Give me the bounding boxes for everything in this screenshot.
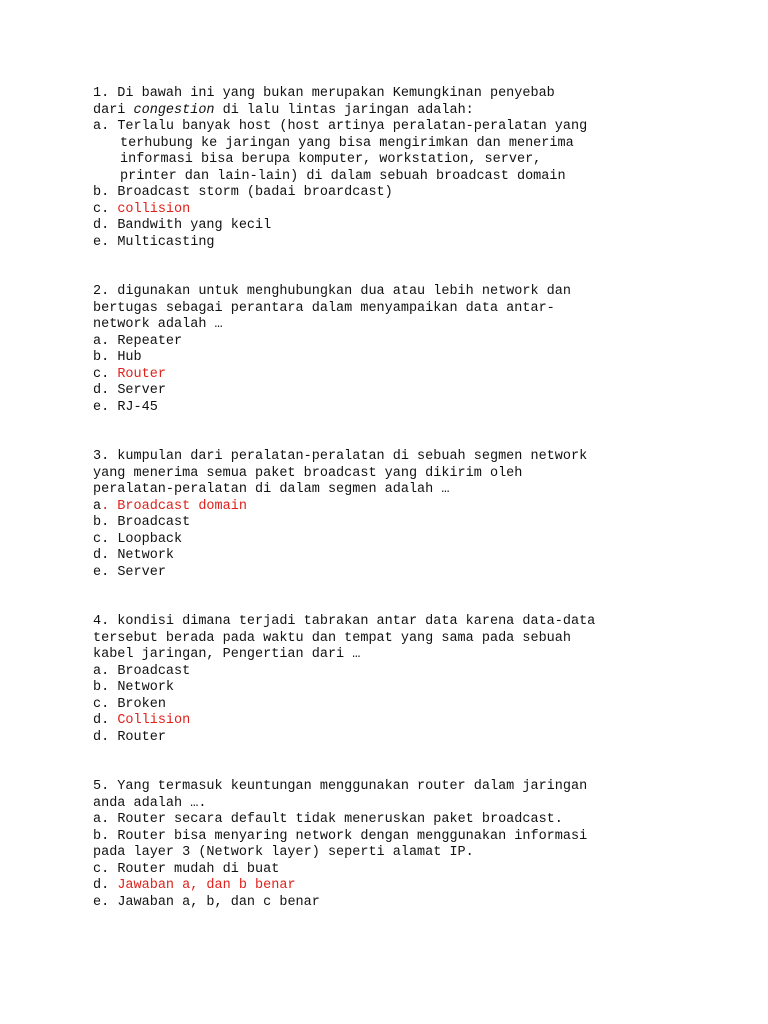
question-stem-line: 1. Di bawah ini yang bukan merupakan Kemungkinan penyebab — [93, 86, 555, 101]
question-stem-line: network adalah … — [93, 317, 223, 332]
option-a: a. Repeater — [93, 333, 183, 349]
question-stem-line: 5. Yang termasuk keuntungan menggunakan router dalam jaringan — [93, 779, 588, 794]
correct-answer: Router — [117, 366, 166, 382]
option-a-continuation: printer dan lain-lain) di dalam sebuah broadcast domain — [120, 168, 566, 184]
question-stem-line: dari congestion di lalu lintas jaringan adalah: — [93, 102, 474, 118]
option-d: d. Network — [93, 548, 175, 563]
option-d: d. Bandwith yang kecil — [93, 218, 272, 233]
option-a-continuation: informasi bisa berupa komputer, workstation, server, — [120, 152, 542, 167]
correct-answer: . Broadcast domain — [101, 498, 247, 514]
question-5 — [93, 779, 703, 911]
option-d-correct: d. Jawaban a, dan b benar — [93, 878, 296, 893]
option-c-correct: c. Router — [93, 366, 166, 382]
option-a: a. Terlalu banyak host (host artinya peralatan-peralatan yang — [93, 119, 588, 134]
question-1 — [93, 86, 703, 251]
correct-answer: Collision — [117, 713, 191, 728]
option-b: b. Broadcast storm (badai broardcast) — [93, 185, 393, 200]
option-c-correct: c. collision — [93, 201, 191, 217]
option-e: e. Jawaban a, b, dan c benar — [93, 894, 320, 910]
option-d-correct: d. Collision — [93, 713, 191, 728]
question-stem-line: yang menerima semua paket broadcast yang dikirim oleh — [93, 465, 523, 481]
option-b: b. Broadcast — [93, 515, 191, 530]
option-a-correct: a. Broadcast domain — [93, 498, 247, 514]
question-stem-line: bertugas sebagai perantara dalam menyampaikan data antar- — [93, 300, 555, 316]
question-stem-line: anda adalah …. — [93, 795, 207, 811]
option-a-continuation: terhubung ke jaringan yang bisa mengirimkan dan menerima — [120, 135, 574, 151]
question-stem-line: kabel jaringan, Pengertian dari … — [93, 647, 361, 662]
question-stem-line: 4. kondisi dimana terjadi tabrakan antar data karena data-data — [93, 614, 596, 629]
correct-answer: Jawaban a, dan b benar — [117, 878, 296, 893]
correct-answer: collision — [117, 201, 191, 217]
question-stem-line: 3. kumpulan dari peralatan-peralatan di sebuah segmen network — [93, 449, 588, 464]
option-e: e. RJ-45 — [93, 399, 158, 415]
option-c: c. Router mudah di buat — [93, 861, 280, 877]
option-c: c. Broken — [93, 696, 166, 712]
question-3 — [93, 449, 703, 581]
option-b: b. Hub — [93, 350, 142, 365]
option-e: e. Multicasting — [93, 234, 215, 250]
question-stem-line: 2. digunakan untuk menghubungkan dua atau lebih network dan — [93, 284, 571, 299]
italic-term: congestion — [133, 102, 215, 118]
option-b: b. Network — [93, 680, 175, 695]
option-b: b. Router bisa menyaring network dengan menggunakan informasi — [93, 828, 588, 844]
option-c: c. Loopback — [93, 531, 183, 547]
option-e: e. Server — [93, 564, 166, 580]
question-4 — [93, 614, 703, 746]
question-stem-line: tersebut berada pada waktu dan tempat yang sama pada sebuah — [93, 630, 571, 646]
option-d-second: d. Router — [93, 729, 166, 745]
option-b-wrap: pada layer 3 (Network layer) seperti alamat IP. — [93, 845, 474, 860]
quiz-document — [93, 86, 703, 911]
question-stem-line: peralatan-peralatan di dalam segmen adalah … — [93, 482, 450, 497]
question-2 — [93, 284, 703, 416]
option-a: a. Broadcast — [93, 663, 191, 679]
option-d: d. Server — [93, 383, 166, 398]
option-a: a. Router secara default tidak meneruskan paket broadcast. — [93, 812, 563, 827]
